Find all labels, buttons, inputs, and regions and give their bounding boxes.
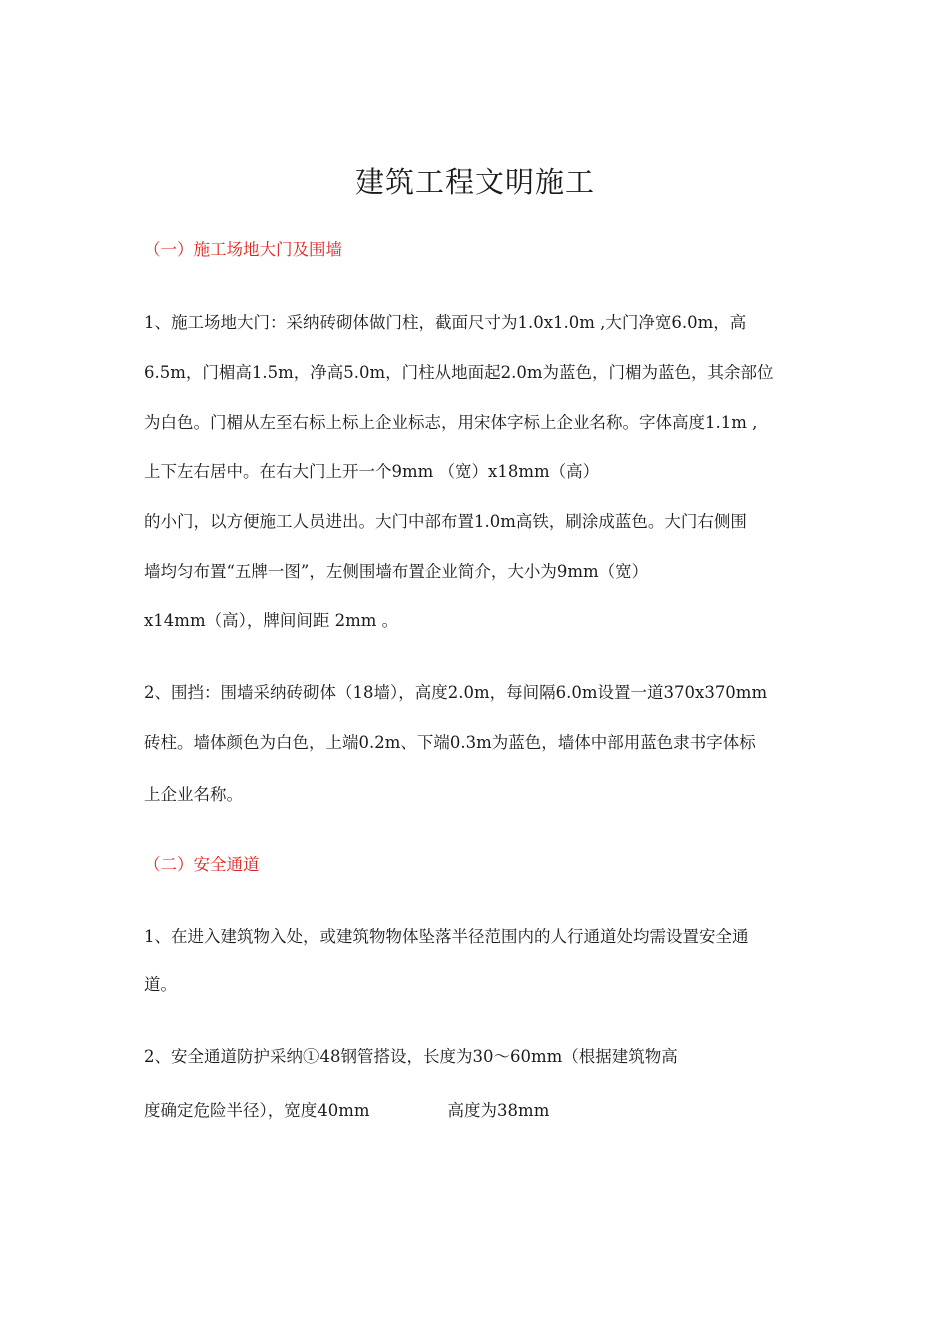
paragraph-line: 砖柱。墙体颜色为白色，上端0.2m、下端0.3m为蓝色，墙体中部用蓝色隶书字体标 <box>144 733 756 752</box>
paragraph-line: 2、围挡：围墙采纳砖砌体（18墙），高度2.0m，每间隔6.0m设置一道370x370mm <box>144 683 768 702</box>
paragraph-line: 为白色。门楣从左至右标上标上企业标志，用宋体字标上企业名称。字体高度1.1m , <box>144 413 758 432</box>
paragraph-line: x14mm（高），牌间间距 2mm 。 <box>144 611 399 630</box>
paragraph-line: 1、施工场地大门：采纳砖砌体做门柱，截面尺寸为1.0x1.0m ,大门净宽6.0m，高 <box>144 313 747 332</box>
section-heading-gate-wall: （一）施工场地大门及围墙 <box>144 240 342 259</box>
paragraph-line: 道。 <box>144 975 177 994</box>
paragraph-line: 上企业名称。 <box>144 785 243 804</box>
paragraph-line-last <box>144 1099 549 1123</box>
page-title: 建筑工程文明施工 <box>354 165 595 199</box>
paragraph-line: 6.5m，门楣高1.5m，净高5.0m，门柱从地面起2.0m为蓝色，门楣为蓝色，其余部位 <box>144 363 774 382</box>
paragraph-line: 1、在进入建筑物入处，或建筑物物体坠落半径范围内的人行通道处均需设置安全通 <box>144 927 749 946</box>
section-heading-safety-passage: （二）安全通道 <box>144 855 260 874</box>
paragraph-line: 墙均匀布置“五牌一图”，左侧围墙布置企业简介，大小为9mm（宽） <box>144 562 649 581</box>
passage-height-text: 高度为38mm <box>447 1101 550 1120</box>
paragraph-line: 上下左右居中。在右大门上开一个9mm （宽）x18mm（高） <box>144 462 600 481</box>
paragraph-line: 2、安全通道防护采纳①48钢管搭设，长度为30〜60mm（根据建筑物高 <box>144 1047 678 1066</box>
paragraph-line: 的小门，以方便施工人员进出。大门中部布置1.0m高铁，刷涂成蓝色。大门右侧围 <box>144 512 747 531</box>
passage-width-text: 度确定危险半径），宽度40mm <box>144 1101 370 1120</box>
